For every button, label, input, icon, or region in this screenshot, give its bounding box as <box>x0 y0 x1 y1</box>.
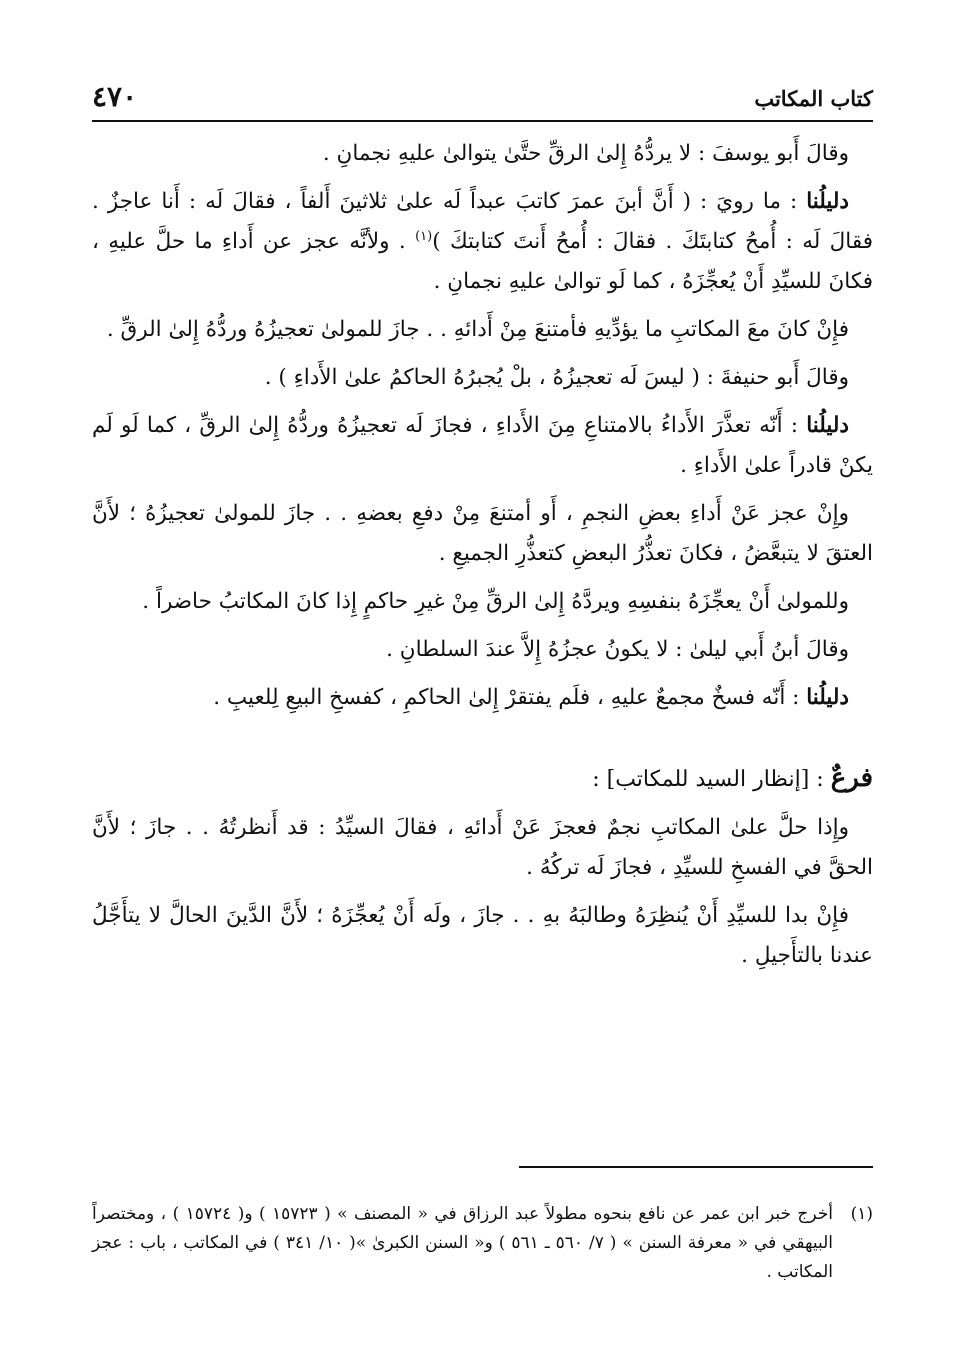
paragraph-lead: دليلُنا <box>806 685 849 710</box>
section-lead: فرعٌ <box>830 763 873 793</box>
paragraph: وإِنْ عجز عَنْ أَداءِ بعضِ النجمِ ، أَو أمتنعَ مِنْ دفعِ بعضهِ . . جازَ للمولىٰ تعجيزُهُ ؛ لأَنَّ العتقَ لا يتبعَّضُ ، فكانَ تعذُّرُ البعضِ كتعذُّرِ الجميعِ . <box>92 501 873 566</box>
paragraph: وللمولىٰ أَنْ يعجِّزَهُ بنفسِهِ ويردَّهُ إِلىٰ الرقِّ مِنْ غيرِ حاكمٍ إِذا كانَ المكاتبُ حاضراً . <box>142 589 849 614</box>
paragraph: فإِنْ كانَ معَ المكاتبِ ما يؤدِّيهِ فأمتنعَ مِنْ أَدائهِ . . جازَ للمولىٰ تعجيزُهُ وردُّهُ إِلىٰ الرقِّ . <box>106 317 849 342</box>
paragraph: وإِذا حلَّ علىٰ المكاتبِ نجمٌ فعجزَ عَنْ أَدائهِ ، فقالَ السيِّدُ : قد أَنظرتُهُ . . جازَ ؛ لأَنَّ الحقَّ في الفسخِ للسيِّدِ ، فجازَ لَه تركُهُ . <box>92 815 873 880</box>
paragraph: وقالَ أبنُ أَبي ليلىٰ : لا يكونُ عجزُهُ إِلاَّ عندَ السلطانِ . <box>386 637 849 662</box>
footnote-marker: (١) <box>850 1204 873 1224</box>
page-header <box>92 76 873 122</box>
footnote <box>92 1200 873 1287</box>
page-number: ٤٧٠ <box>92 80 138 113</box>
paragraph: دليلُنا : أَنّه فسخٌ مجمعٌ عليهِ ، فلَم يفتقرْ إِلىٰ الحاكمِ ، كفسخِ البيعِ لِلعيبِ . <box>213 685 849 710</box>
paragraph: دليلُنا : ما رويَ : ( أَنَّ أبنَ عمرَ كاتبَ عبداً لَه علىٰ ثلاثينَ أَلفاً ، فقالَ لَه : أَنا عاجزٌ . فقالَ لَه : أُمحُ كتابتَكَ . فقالَ : أُمحُ أَنتَ كتابتكَ )$^{(١)}$ . ولأنَّه عجز عن أَداءِ ما حلَّ عليهِ ، فكانَ للسيِّدِ أَنْ يُعجِّزَهُ ، كما لَو توالىٰ عليهِ نجمانِ . <box>92 189 873 294</box>
section-title: : [إنظار السيد للمكاتب] : <box>592 767 831 792</box>
section-heading <box>92 758 873 800</box>
footnote-divider <box>519 1166 873 1168</box>
footnote-text: أخرج خبر ابن عمر عن نافع بنحوه مطولاً عبد الرزاق في « المصنف » ( ١٥٧٢٣ ) و( ١٥٧٢٤ ) ، ومختصراً البيهقي في « معرفة السنن » ( ٧/ ٥٦٠ ـ ٥٦١ ) و« السنن الكبرىٰ »( ١٠/ ٣٤١ ) في المكاتب ، باب : عجز المكاتب . <box>92 1204 833 1282</box>
footnotes <box>92 1200 873 1287</box>
paragraph-lead: دليلُنا <box>806 413 849 438</box>
main-text <box>92 134 873 984</box>
paragraph: وقالَ أَبو حنيفةَ : ( ليسَ لَه تعجيزُهُ ، بلْ يُجبرُهُ الحاكمُ علىٰ الأَداءِ ) . <box>264 365 849 390</box>
paragraph: وقالَ أَبو يوسفَ : لا يردُّهُ إِلىٰ الرقِّ حتَّىٰ يتوالىٰ عليهِ نجمانِ . <box>322 141 849 166</box>
paragraph: فإِنْ بدا للسيِّدِ أَنْ يُنظِرَهُ وطالبَهُ بهِ . . جازَ ، ولَه أَنْ يُعجِّزَهُ ؛ لأَنَّ الدَّينَ الحالَّ لا يتأَجَّلُ عندنا بالتأَجيلِ . <box>92 903 873 968</box>
footnote-ref: (١) <box>415 228 433 244</box>
paragraph-lead: دليلُنا <box>806 189 849 214</box>
paragraph: دليلُنا : أَنّه تعذَّرَ الأَداءُ بالامتناعِ مِنَ الأَداءِ ، فجازَ لَه تعجيزُهُ وردُّهُ إِلىٰ الرقِّ ، كما لَو لَم يكنْ قادراً علىٰ الأَداءِ . <box>92 413 873 478</box>
running-title: كتاب المكاتب <box>754 86 873 111</box>
